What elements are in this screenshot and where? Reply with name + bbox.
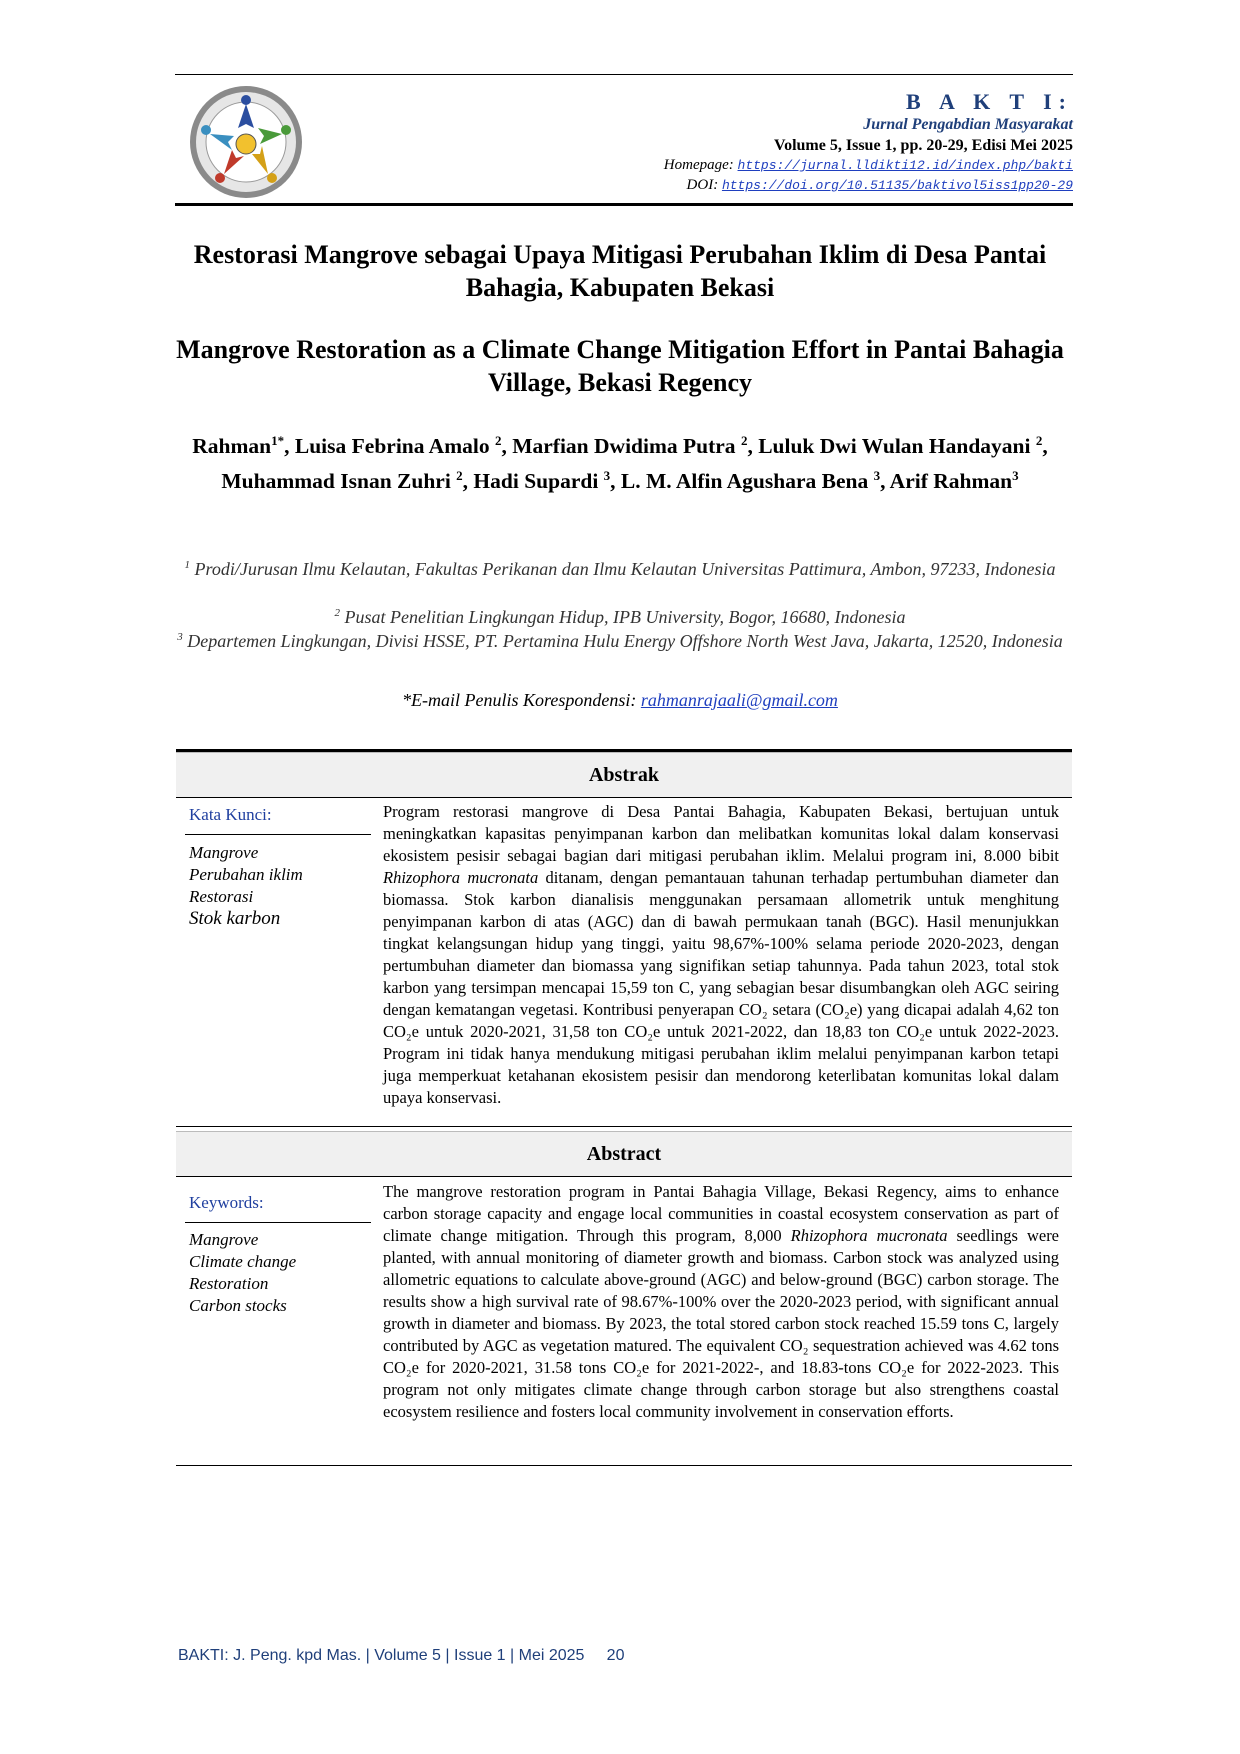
keyword: Restoration bbox=[189, 1274, 269, 1293]
keyword: Mangrove bbox=[189, 1230, 259, 1249]
title-indonesian: Restorasi Mangrove sebagai Upaya Mitigasi Perubahan Iklim di Desa Pantai Bahagia, Kabupaten Bekasi bbox=[193, 240, 1047, 302]
abstrak-heading-rule bbox=[176, 797, 1072, 798]
keywords-rule bbox=[185, 834, 371, 835]
author-name: L. M. Alfin Agushara Bena bbox=[620, 469, 869, 493]
keywords-list bbox=[189, 1229, 296, 1317]
abstrak-text-part: ditanam, dengan pemantauan tahunan terhadap pertumbuhan diameter dan biomassa. Stok karbon dianalisis menggunakan persamaan allometrik untuk menghitung penyimpanan karbon di atas (AGC) dan di bawah permukaan tanah (BGC). Hasil menunjukkan tingkat kelangsungan hidup yang tinggi, yaitu 98,67%-100% selama periode 2020-2023, dengan pertumbuhan diameter dan biomassa yang signifikan setiap tahunnya. Pada tahun 2023, total stok karbon yang tersimpan mencapai 15,59 ton C, yang sebagian besar disumbangkan oleh AGC seiring dengan kematangan vegetasi. Kontribusi penyerapan CO₂ setara (CO₂e) yang dicapai adalah 4,62 ton CO₂e untuk 2020-2021, 31,58 ton CO₂e untuk 2021-2022, dan 18,83 ton CO₂e untuk 2022-2023. Program ini tidak hanya mendukung mitigasi perubahan iklim melalui penyimpanan karbon tetapi juga memperkuat ketahanan ekosistem pesisir dan mendorong keterlibatan komunitas lokal dalam upaya konservasi. bbox=[383, 868, 1059, 1107]
homepage-label: Homepage: bbox=[663, 157, 734, 173]
affiliation-3 bbox=[170, 629, 1070, 653]
abstract-heading: Abstract bbox=[176, 1131, 1072, 1177]
author-affiliation-mark: 3 bbox=[873, 467, 881, 483]
keyword: Carbon stocks bbox=[189, 1296, 287, 1315]
journal-name: Jurnal Pengabdian Masyarakat bbox=[863, 116, 1073, 133]
page-footer: BAKTI: J. Peng. kpd Mas. | Volume 5 | Issue 1 | Mei 2025 20 bbox=[178, 1647, 625, 1664]
abstrak-text-part: Program restorasi mangrove di Desa Pantai Bahagia, Kabupaten Bekasi, bertujuan untuk meningkatkan kapasitas penyimpanan karbon dan melibatkan komunitas lokal dalam konservasi ekosistem pesisir sebagai bagian dari mitigasi perubahan iklim. Melalui program ini, 8.000 bibit bbox=[383, 802, 1059, 865]
author-name: Marfian Dwidima Putra bbox=[512, 434, 736, 458]
keyword: Mangrove bbox=[189, 843, 259, 862]
header-bottom-rule bbox=[175, 203, 1073, 206]
author-affiliation-mark: 2 bbox=[1035, 432, 1043, 448]
affiliation-text: Pusat Penelitian Lingkungan Hidup, IPB University, Bogor, 16680, Indonesia bbox=[344, 607, 906, 627]
author-list: Rahman$^{1*}$, Luisa Febrina Amalo $^2$, Marfian Dwidima Putra $^2$, Luluk Dwi Wulan Handayani $^2$, Muhammad Isnan Zuhri $^2$, Hadi Supardi $^3$, L. M. Alfin Agushara Bena $^3$, Arif Rahman$^3$ bbox=[192, 432, 1048, 493]
homepage-line bbox=[664, 157, 1073, 174]
title-english: Mangrove Restoration as a Climate Change Mitigation Effort in Pantai Bahagia Village, Bekasi Regency bbox=[176, 335, 1064, 397]
species-name: Rhizophora mucronata bbox=[790, 1226, 948, 1245]
affiliation-text: Prodi/Jurusan Ilmu Kelautan, Fakultas Perikanan dan Ilmu Kelautan Universitas Pattimura, Ambon, 97233, Indonesia bbox=[194, 559, 1056, 579]
kata-kunci-list bbox=[189, 842, 303, 930]
author-affiliation-mark: 3 bbox=[1012, 467, 1019, 483]
author-affiliation-mark: 3 bbox=[603, 467, 611, 483]
journal-short-title: B A K T I: bbox=[905, 89, 1073, 114]
author-affiliation-mark: 2 bbox=[494, 432, 502, 448]
volume-line: Volume 5, Issue 1, pp. 20-29, Edisi Mei 2025 bbox=[774, 137, 1073, 154]
keywords-rule bbox=[185, 1222, 371, 1223]
author-affiliation-mark: 1* bbox=[271, 432, 285, 448]
abstrak-heading: Abstrak bbox=[176, 752, 1072, 798]
author-name: Muhammad Isnan Zuhri bbox=[221, 469, 451, 493]
abstract-text-part: seedlings were planted, with annual monitoring of diameter growth and biomass. Carbon stock was analyzed using allometric equations to calculate above-ground (AGC) and below-ground (BGC) carbon storage. The results show a high survival rate of 98.67%-100% over the 2020-2023 period, with significant annual growth in diameter and biomass. By 2023, the total stored carbon stock reached 15.59 tons C, largely contributed by AGC as vegetation matured. The equivalent CO₂ sequestration achieved was 4.62 tons CO₂e for 2020-2021, 31.58 tons CO₂e for 2021-2022-, and 18.83-tons CO₂e for 2022-2023. This program not only mitigates climate change through carbon storage but also strengthens coastal ecosystem resilience and fosters local community involvement in conservation efforts. bbox=[383, 1226, 1060, 1421]
keyword: Stok karbon bbox=[189, 908, 281, 929]
author-name: Arif Rahman bbox=[889, 469, 1013, 493]
keyword: Restorasi bbox=[189, 887, 254, 906]
abstract-heading-rule bbox=[176, 1176, 1072, 1177]
author-affiliation-mark: 2 bbox=[456, 467, 463, 483]
email-label: *E-mail Penulis Korespondensi: bbox=[402, 690, 637, 710]
author-name: Luisa Febrina Amalo bbox=[294, 434, 490, 458]
header-top-rule bbox=[175, 74, 1073, 75]
homepage-link[interactable]: https://jurnal.lldikti12.id/index.php/bakti bbox=[737, 158, 1073, 173]
abstrak-text bbox=[383, 801, 1059, 1109]
abstract-text bbox=[383, 1181, 1059, 1423]
author-name: Hadi Supardi bbox=[473, 469, 599, 493]
doi-line bbox=[687, 177, 1073, 194]
abstract-box-bottom-rule bbox=[176, 1465, 1072, 1466]
kata-kunci-title: Kata Kunci: bbox=[189, 805, 272, 824]
keyword: Perubahan iklim bbox=[189, 865, 303, 884]
author-affiliation-mark: 2 bbox=[740, 432, 748, 448]
affiliation-number: 2 bbox=[334, 607, 341, 619]
abstrak-bottom-rule bbox=[176, 1126, 1072, 1127]
affiliation-number: 1 bbox=[184, 559, 191, 571]
affiliation-number: 3 bbox=[177, 631, 183, 643]
affiliation-1 bbox=[170, 557, 1070, 581]
keywords-title: Keywords: bbox=[189, 1193, 264, 1212]
corresponding-email bbox=[170, 690, 1070, 711]
keyword: Climate change bbox=[189, 1252, 297, 1271]
affiliation-text: Departemen Lingkungan, Divisi HSSE, PT. Pertamina Hulu Energy Offshore North West Java, Jakarta, 12520, Indonesia bbox=[187, 631, 1063, 651]
abstract-text-part: The mangrove restoration program in Pantai Bahagia Village, Bekasi Regency, aims to enhance carbon storage capacity and engage local communities in coastal ecosystem conservation as part of climate change mitigation. Through this program, 8,000 bbox=[383, 1182, 1059, 1245]
journal-logo-icon bbox=[188, 84, 304, 200]
species-name: Rhizophora mucronata bbox=[383, 868, 539, 887]
email-link[interactable]: rahmanrajaali@gmail.com bbox=[640, 690, 838, 710]
author-name: Rahman bbox=[192, 434, 272, 458]
affiliation-2 bbox=[170, 605, 1070, 629]
doi-link[interactable]: https://doi.org/10.51135/baktivol5iss1pp20-29 bbox=[721, 178, 1073, 193]
doi-label: DOI: bbox=[686, 177, 719, 193]
author-name: Luluk Dwi Wulan Handayani bbox=[758, 434, 1031, 458]
